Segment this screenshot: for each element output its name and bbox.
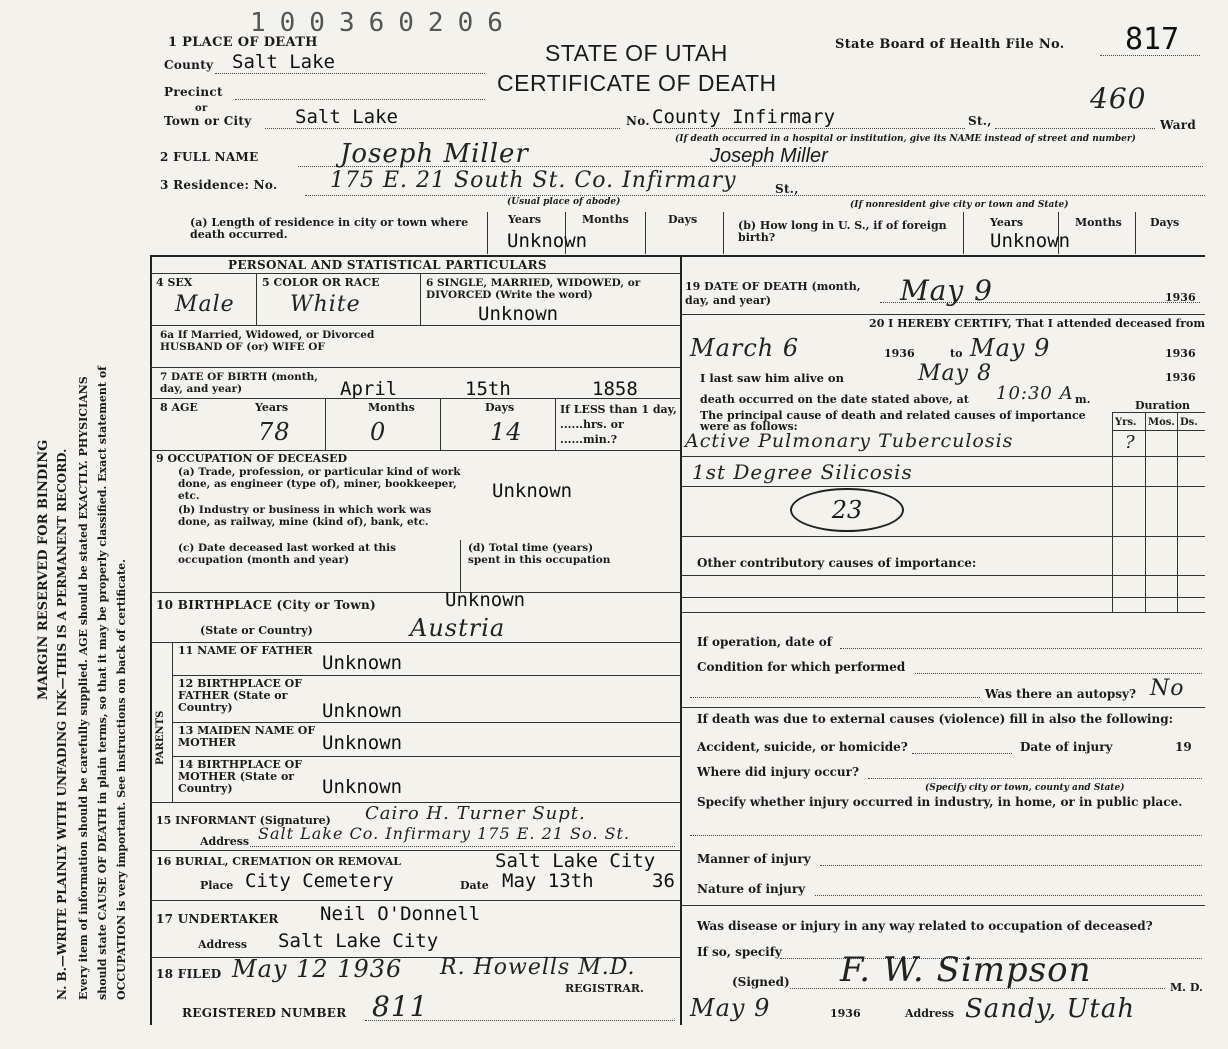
residence-label: 3 Residence: No. (160, 178, 278, 192)
burial-place-label: Place (200, 879, 234, 892)
row-rule-5 (150, 450, 680, 451)
state-country-value: Austria (410, 614, 506, 642)
mos-label: Mos. (1148, 417, 1175, 428)
certify-from-year: 1936 (884, 347, 915, 360)
dur-col-2 (1145, 412, 1146, 612)
left-frame (150, 255, 152, 1025)
registrar-label: REGISTRAR. (565, 982, 644, 995)
injury-date-label: Date of injury (1020, 740, 1113, 754)
filed-value: May 12 1936 (232, 955, 403, 983)
len-col-3 (645, 212, 646, 254)
injury-year: 19 (1175, 740, 1192, 754)
file-number-2: 460 (1090, 82, 1147, 115)
age-col-1 (325, 398, 326, 450)
ward-line (995, 128, 1155, 129)
right-rule-related (680, 905, 1205, 906)
cause-2: 1st Degree Silicosis (692, 460, 913, 484)
town-value: Salt Lake (295, 106, 398, 128)
us-col-1 (963, 212, 964, 254)
us-col-3 (1135, 212, 1136, 254)
cause-rule-1 (680, 456, 1205, 457)
accident-label: Accident, suicide, or homicide? (697, 740, 908, 754)
cause-1-years: ? (1125, 432, 1136, 453)
nonres-note: (If nonresident give city or town and State) (850, 200, 1069, 210)
dod-value: May 9 (900, 274, 993, 307)
place-of-death-label: 1 PLACE OF DEATH (168, 35, 318, 50)
cause-label: The principal cause of death and related causes of importance were as follows: (700, 409, 1086, 433)
burial-date-label: Date (460, 879, 489, 892)
accident-line (912, 753, 1012, 754)
residence-value: 175 E. 21 South St. Co. Infirmary (330, 168, 737, 193)
condition-line (915, 673, 1202, 674)
us-days: Days (1150, 216, 1180, 229)
undertaker-address: Salt Lake City (278, 930, 439, 952)
related-label: Was disease or injury in any way related to occupation of deceased? (697, 919, 1153, 933)
spouse-label: 6a If Married, Widowed, or Divorced HUSBAND OF (or) WIFE OF (160, 329, 375, 353)
len-months: Months (582, 213, 629, 226)
ward-label: Ward (1160, 118, 1197, 132)
autopsy-line (690, 697, 980, 698)
md-label: M. D. (1170, 981, 1203, 994)
us-value: Unknown (990, 230, 1071, 252)
county-line (215, 73, 485, 74)
color-col (420, 273, 421, 325)
age-days-label: Days (485, 401, 515, 414)
informant-address-label: Address (200, 835, 250, 848)
mother-label: 13 MAIDEN NAME OF MOTHER (178, 724, 316, 749)
age-label: 8 AGE (160, 401, 198, 414)
dob-day: 15th (465, 378, 511, 400)
section-heading: PERSONAL AND STATISTICAL PARTICULARS (228, 258, 547, 272)
or-label: or (195, 103, 208, 114)
informant-address-line (250, 846, 675, 847)
parents-label: PARENTS (155, 710, 166, 765)
len-col-4 (723, 212, 724, 254)
duration-rule (1112, 412, 1205, 413)
cause-rule-3 (680, 536, 1205, 537)
instruction-line-4: OCCUPATION is very important. See instructions on back of certificate. (115, 559, 128, 1000)
full-name-signed: Joseph Miller (340, 139, 529, 169)
sign-year: 1936 (830, 1007, 861, 1020)
external-label: If death was due to external causes (violence) fill in also the following: (697, 712, 1174, 726)
nature-line (815, 895, 1202, 896)
certify-to: May 9 (970, 334, 1051, 362)
physician-address: Sandy, Utah (965, 994, 1136, 1024)
section-top-rule (150, 255, 1205, 257)
operation-label: If operation, date of (697, 635, 832, 649)
filed-signature: R. Howells M.D. (440, 955, 636, 980)
dur-col-1 (1112, 412, 1113, 612)
birthplace-label: 10 BIRTHPLACE (City or Town) (156, 598, 376, 612)
county-value: Salt Lake (232, 51, 335, 73)
certify-from: March 6 (690, 334, 800, 362)
sex-label: 4 SEX (156, 276, 193, 289)
age-months: 0 (370, 418, 387, 446)
no-label: No. (626, 114, 650, 128)
len-value: Unknown (507, 230, 588, 252)
marital-label: 6 SINGLE, MARRIED, WIDOWED, or DIVORCED (Write the word) (426, 277, 641, 301)
serial-number: 100360206 (250, 8, 517, 38)
occupation-b-label: (b) Industry or business in which work was done, as railway, mine (kind of), bank, etc. (178, 504, 432, 528)
len-col-1 (487, 212, 488, 254)
instruction-line-1: N. B.—WRITE PLAINLY WITH UNFADING INK—THIS IS A PERMANENT RECORD. (55, 448, 69, 1000)
row-rule-10 (172, 756, 680, 757)
where-line (868, 778, 1202, 779)
mother-bp-value: Unknown (322, 776, 403, 798)
row-rule-1 (150, 273, 680, 274)
contrib-label: Other contributory causes of importance: (697, 556, 977, 570)
instruction-line-3: should state CAUSE OF DEATH in plain terms, so that it may be properly classified. Exact statement of (96, 366, 109, 1000)
row-rule-7 (150, 642, 680, 643)
occupation-d-label: (d) Total time (years) spent in this occupation (468, 542, 611, 566)
center-divider (680, 255, 682, 1025)
father-value: Unknown (322, 652, 403, 674)
where-label: Where did injury occur? (697, 765, 860, 779)
last-saw-year: 1936 (1165, 371, 1196, 384)
right-rule-1 (680, 314, 1205, 315)
color-value: White (290, 292, 361, 317)
age-col-3 (555, 398, 556, 450)
color-label: 5 COLOR OR RACE (262, 276, 380, 289)
industry-label: Specify whether injury occurred in industry, in home, or in public place. (697, 795, 1183, 809)
burial-date: May 13th (502, 870, 594, 892)
dur-head-rule (1112, 430, 1205, 431)
manner-label: Manner of injury (697, 852, 811, 866)
state-country-label: (State or Country) (200, 624, 313, 637)
burial-year: 36 (652, 870, 675, 892)
certify-to-year: 1936 (1165, 347, 1196, 360)
row-rule-9 (172, 722, 680, 723)
condition-label: Condition for which performed (697, 660, 906, 674)
residence-line (305, 195, 1205, 196)
informant-address: Salt Lake Co. Infirmary 175 E. 21 So. St. (258, 824, 630, 843)
len-years: Years (508, 213, 542, 226)
row-rule-13 (150, 900, 680, 901)
certify-to-label: to (950, 347, 963, 360)
birthplace-value: Unknown (445, 589, 526, 611)
margin-note: MARGIN RESERVED FOR BINDING (36, 439, 51, 700)
sex-value: Male (175, 292, 235, 317)
us-years: Years (990, 216, 1024, 229)
age-years: 78 (258, 418, 291, 446)
row-rule-3 (150, 367, 680, 368)
right-rule-ext (680, 707, 1205, 708)
autopsy-label: Was there an autopsy? (985, 687, 1137, 701)
us-label: (b) How long in U. S., if of foreign birth? (738, 219, 947, 244)
burial-place: City Cemetery (245, 870, 394, 892)
yrs-label: Yrs. (1115, 417, 1137, 428)
sex-col (256, 273, 257, 325)
contrib-rule-2 (680, 597, 1205, 598)
ds-label: Ds. (1180, 417, 1198, 428)
age-col-2 (440, 398, 441, 450)
industry-line (690, 835, 1202, 836)
sign-date: May 9 (690, 994, 771, 1022)
occupation-label: 9 OCCUPATION OF DECEASED (156, 452, 348, 465)
registered-number: 811 (372, 990, 429, 1023)
father-label: 11 NAME OF FATHER (178, 644, 313, 657)
operation-line (840, 648, 1202, 649)
institution-value: County Infirmary (652, 106, 836, 128)
if-so-label: If so, specify (697, 945, 782, 959)
town-line (265, 128, 620, 129)
undertaker-value: Neil O'Donnell (320, 903, 481, 925)
age-years-label: Years (255, 401, 289, 414)
residence-st-label: St., (775, 182, 799, 196)
autopsy-value: No (1150, 676, 1185, 701)
dod-label: 19 DATE OF DEATH (month, day, and year) (685, 280, 861, 307)
marital-value: Unknown (478, 303, 559, 325)
file-number: 817 (1125, 22, 1180, 57)
dod-year: 1936 (1165, 291, 1196, 304)
burial-city: Salt Lake City (495, 850, 656, 872)
abode-note: (Usual place of abode) (507, 197, 621, 207)
occurred-label: death occurred on the date stated above, at (700, 393, 969, 406)
instruction-line-2: Every item of information should be carefully supplied. AGE should be stated EXACTLY. PHYSICIANS (77, 376, 90, 1000)
occupation-c-label: (c) Date deceased last worked at this occupation (month and year) (178, 542, 396, 566)
dur-col-3 (1177, 412, 1178, 612)
occupation-a-value: Unknown (492, 480, 573, 502)
undertaker-address-label: Address (198, 938, 248, 951)
contrib-rule-1 (680, 575, 1205, 576)
contrib-rule-3 (680, 612, 1205, 613)
time-value: 10:30 A (996, 383, 1074, 404)
certificate-title: CERTIFICATE OF DEATH (497, 70, 777, 96)
informant-value: Cairo H. Turner Supt. (365, 803, 586, 824)
len-days: Days (668, 213, 698, 226)
age-months-label: Months (368, 401, 415, 414)
occupation-a-label: (a) Trade, profession, or particular kind of work done, as engineer (type of), miner, bookkeeper, etc. (178, 466, 461, 502)
town-label: Town or City (164, 114, 252, 128)
burial-label-num: 16 BURIAL, CREMATION OR REMOVAL (156, 855, 402, 868)
state-title: STATE OF UTAH (545, 40, 728, 66)
row-rule-2 (150, 325, 680, 326)
less-than-label: If LESS than 1 day, ......hrs. or ......min.? (560, 403, 677, 446)
physician-signature: F. W. Simpson (840, 950, 1092, 990)
undertaker-label: 17 UNDERTAKER (156, 912, 279, 926)
county-label: County (164, 58, 214, 72)
row-rule-4 (150, 398, 680, 399)
duration-label: Duration (1135, 399, 1191, 412)
manner-line (820, 865, 1202, 866)
institution-line (650, 128, 965, 129)
certify-label: 20 I HEREBY CERTIFY, That I attended deceased from (869, 317, 1205, 330)
stamp: 23 (790, 488, 904, 532)
signed-label: (Signed) (732, 975, 790, 989)
mother-bp-label: 14 BIRTHPLACE OF MOTHER (State or Country) (178, 758, 303, 795)
informant-label: 15 INFORMANT (Signature) (156, 814, 331, 827)
hospital-note: (If death occurred in a hospital or institution, give its NAME instead of street and number) (675, 134, 1136, 144)
where-note: (Specify city or town, county and State) (925, 783, 1125, 793)
row-rule-8 (172, 675, 680, 676)
dob-label: 7 DATE OF BIRTH (month, day, and year) (160, 371, 318, 395)
precinct-line (235, 99, 485, 100)
father-bp-label: 12 BIRTHPLACE OF FATHER (State or Country) (178, 677, 303, 714)
address-label: Address (905, 1007, 955, 1020)
last-saw-label: I last saw him alive on (700, 371, 844, 385)
full-name-label: 2 FULL NAME (160, 150, 259, 164)
dob-year: 1858 (592, 378, 638, 400)
dob-month: April (340, 378, 398, 400)
age-days: 14 (490, 418, 523, 446)
registered-number-label: REGISTERED NUMBER (182, 1006, 347, 1020)
cause-1: Active Pulmonary Tuberculosis (685, 430, 1014, 452)
full-name-printed: Joseph Miller (710, 145, 828, 167)
filed-label: 18 FILED (156, 967, 222, 981)
mother-value: Unknown (322, 732, 403, 754)
us-months: Months (1075, 216, 1122, 229)
length-residence-label: (a) Length of residence in city or town where death occurred. (190, 216, 469, 241)
precinct-label: Precinct (164, 85, 223, 99)
file-no-label: State Board of Health File No. (835, 37, 1065, 52)
m-label: m. (1075, 393, 1091, 406)
nature-label: Nature of injury (697, 882, 806, 896)
last-saw-value: May 8 (918, 361, 993, 386)
st-label: St., (968, 114, 992, 128)
occ-col (460, 540, 461, 592)
row-rule-6 (150, 592, 680, 593)
cause-rule-2 (680, 486, 1205, 487)
father-bp-value: Unknown (322, 700, 403, 722)
